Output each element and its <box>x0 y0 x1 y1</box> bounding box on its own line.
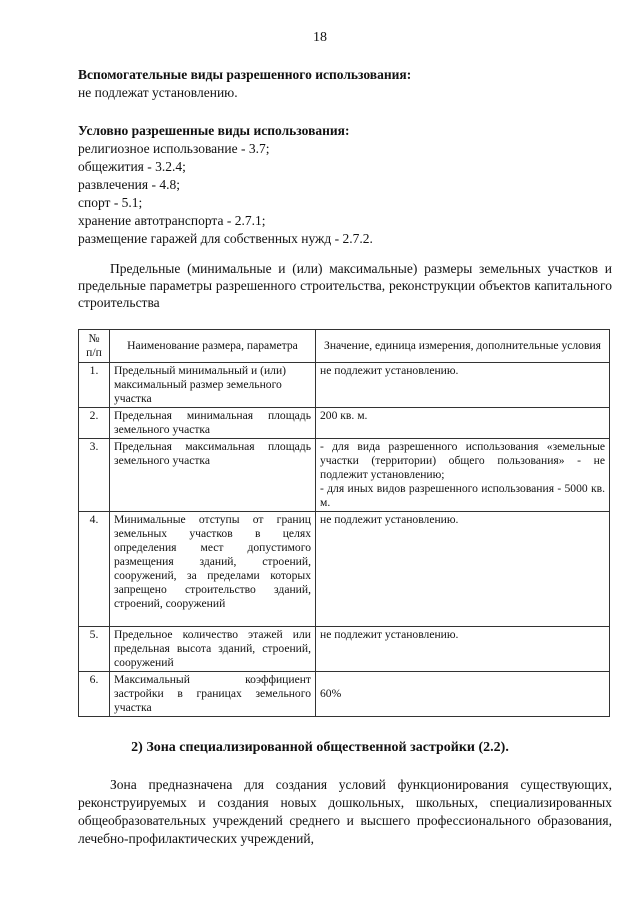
page-number: 18 <box>313 30 327 45</box>
table-row <box>79 672 610 717</box>
table-row <box>79 439 610 512</box>
row-value <box>316 439 610 512</box>
row-name: Предельная максимальная площадь земельного участка <box>110 439 316 512</box>
table-row <box>79 627 610 672</box>
row-value-line: - для иных видов разрешенного использования - 5000 кв. м. <box>320 482 605 509</box>
row-name: Максимальный коэффициент застройки в границах земельного участка <box>110 672 316 717</box>
table-row <box>79 512 610 627</box>
row-num: 2. <box>79 408 110 439</box>
table-header-row <box>79 330 610 363</box>
row-num: 4. <box>79 512 110 627</box>
row-name: Предельная минимальная площадь земельного участка <box>110 408 316 439</box>
row-name: Минимальные отступы от границ земельных участков в целях определения мест допустимого размещения зданий, строений, сооружений, за пределами которых запрещено строительство зданий, строений, сооружений <box>110 512 316 627</box>
row-num: 6. <box>79 672 110 717</box>
conditional-item: размещение гаражей для собственных нужд - 2.7.2. <box>78 231 373 246</box>
conditional-item: развлечения - 4.8; <box>78 177 180 192</box>
conditional-heading: Условно разрешенные виды использования: <box>78 123 350 138</box>
row-value: не подлежит установлению. <box>316 363 610 408</box>
table-row <box>79 363 610 408</box>
auxiliary-text: не подлежат установлению. <box>78 85 238 100</box>
parameters-table <box>78 329 610 717</box>
header-num: № п/п <box>79 330 110 363</box>
row-value: 60% <box>316 672 610 717</box>
auxiliary-section <box>78 66 608 102</box>
row-num: 5. <box>79 627 110 672</box>
conditional-item: хранение автотранспорта - 2.7.1; <box>78 213 266 228</box>
row-value: 200 кв. м. <box>316 408 610 439</box>
row-name: Предельное количество этажей или предельная высота зданий, строений, сооружений <box>110 627 316 672</box>
row-value: не подлежит установлению. <box>316 512 610 627</box>
limits-intro-text: Предельные (минимальные и (или) максимальные) размеры земельных участков и предельные параметры разрешенного строительства, реконструкции объектов капитального строительства <box>78 261 612 310</box>
row-value: не подлежит установлению. <box>316 627 610 672</box>
conditional-item: религиозное использование - 3.7; <box>78 141 270 156</box>
conditional-section <box>78 122 608 248</box>
row-num: 1. <box>79 363 110 408</box>
header-value: Значение, единица измерения, дополнительные условия <box>316 330 610 363</box>
row-value-line: - для вида разрешенного использования «земельные участки (территории) общего пользования» - не подлежит установлению; <box>320 440 605 481</box>
auxiliary-heading: Вспомогательные виды разрешенного использования: <box>78 67 412 82</box>
header-name: Наименование размера, параметра <box>110 330 316 363</box>
zone-title: 2) Зона специализированной общественной застройки (2.2). <box>131 740 509 755</box>
row-num: 3. <box>79 439 110 512</box>
limits-intro <box>78 260 612 311</box>
conditional-item: спорт - 5.1; <box>78 195 143 210</box>
zone-text: Зона предназначена для создания условий функционирования существующих, реконструируемых и создания новых дошкольных, школьных, специализированных общеобразовательных учреждений среднего и высшего профессионального образования, лечебно-профилактических учреждений, <box>78 777 612 846</box>
table-row <box>79 408 610 439</box>
conditional-item: общежития - 3.2.4; <box>78 159 186 174</box>
row-name: Предельный минимальный и (или) максимальный размер земельного участка <box>110 363 316 408</box>
